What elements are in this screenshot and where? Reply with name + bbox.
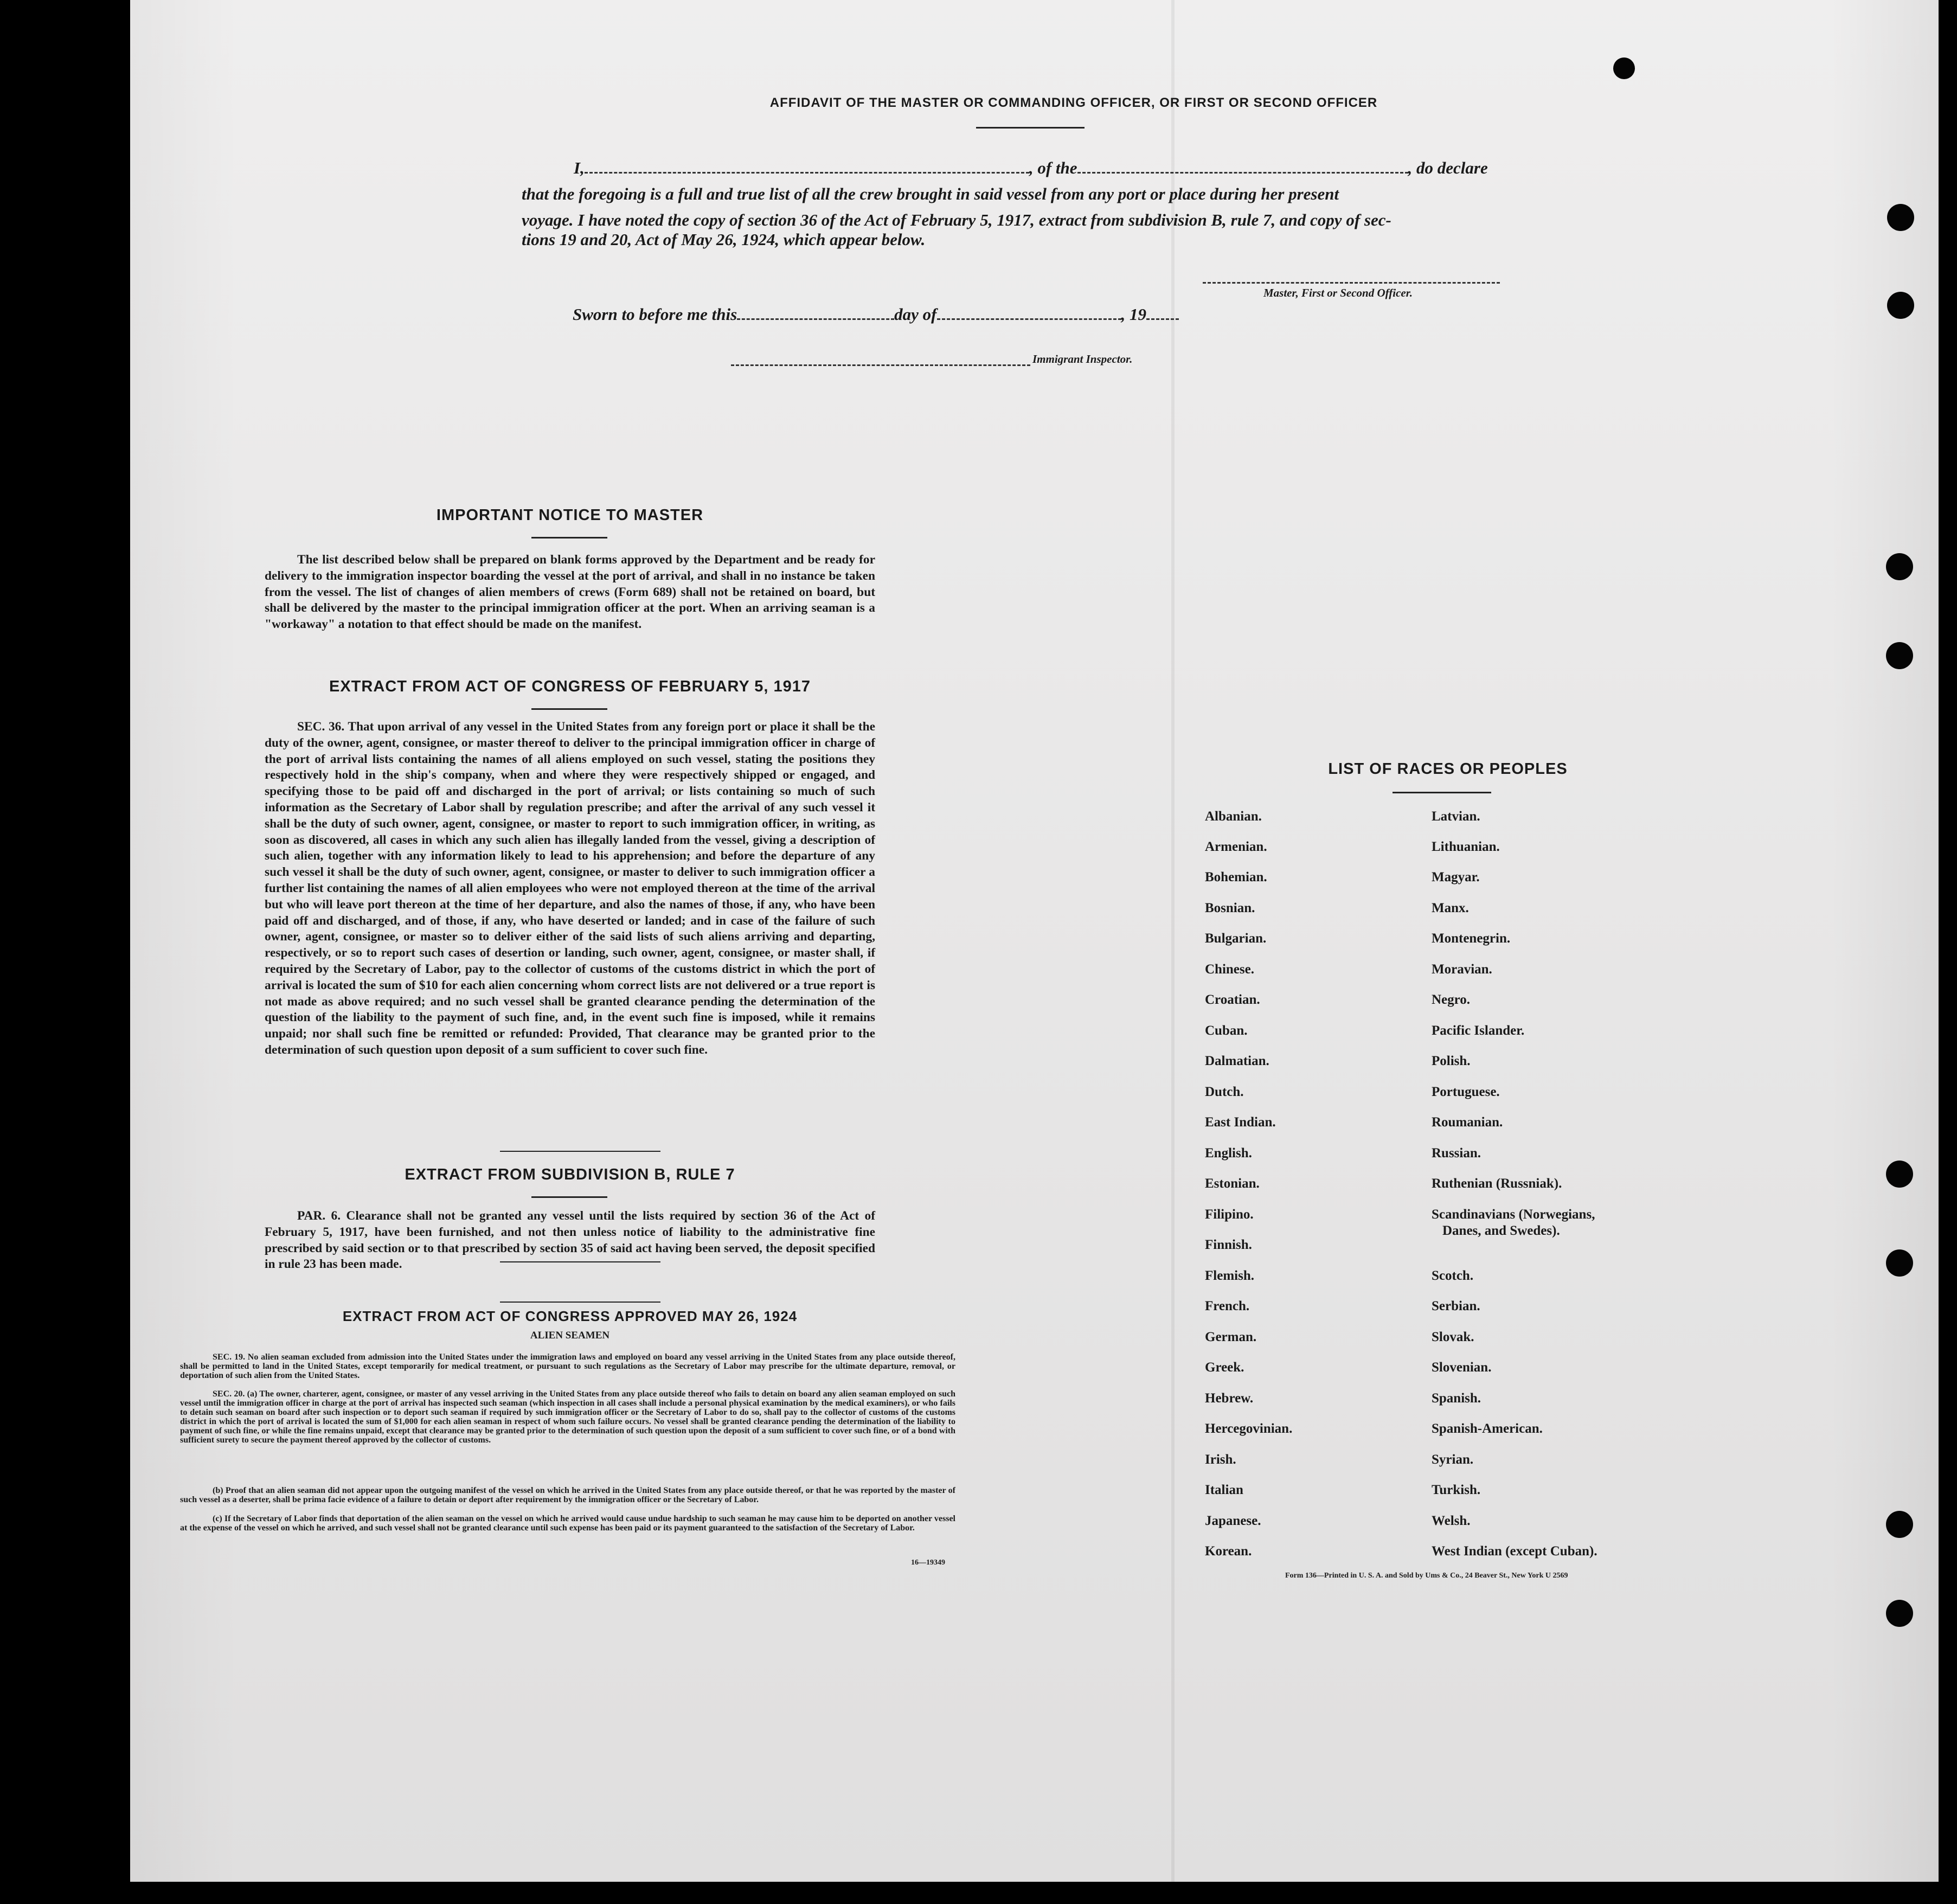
- signature-label: Master, First or Second Officer.: [1263, 286, 1413, 299]
- vessel-blank[interactable]: [1077, 172, 1408, 174]
- affidavit-line-3: voyage. I have noted the copy of section 36 of the Act of February 5, 1917, extract from subdivision B, rule 7, and copy of sec-: [522, 210, 1391, 229]
- race-right-item: Welsh.: [1432, 1514, 1471, 1528]
- sworn-year-blank[interactable]: [1146, 318, 1179, 320]
- sworn-line: [573, 302, 1179, 328]
- race-right-item: Negro.: [1432, 992, 1471, 1007]
- extract-1924-code: 16—19349: [911, 1559, 945, 1567]
- extract-1924-sec20c: (c) If the Secretary of Labor finds that deportation of the alien seaman on the vessel on which he arrived would cause undue hardship to such seaman he may cause him to be deported on another vessel at the expense of the vessel on which he arrived, and such vessel shall not be granted clearance until such expense has been paid or its payment guaranteed to the satisfaction of the Secretary of Labor.: [180, 1514, 955, 1533]
- sworn-day-blank[interactable]: [737, 318, 894, 320]
- race-right-item: Danes, and Swedes).: [1442, 1223, 1560, 1238]
- punch-hole: [1886, 1511, 1913, 1538]
- race-left-item: Korean.: [1205, 1544, 1252, 1559]
- race-right-item: Magyar.: [1432, 870, 1480, 884]
- extract-1924-subtitle: ALIEN SEAMEN: [530, 1330, 610, 1341]
- punch-hole: [1886, 1249, 1913, 1277]
- race-right-item: West Indian (except Cuban).: [1432, 1544, 1597, 1559]
- punch-hole: [1886, 642, 1913, 669]
- race-left-item: English.: [1205, 1146, 1252, 1161]
- extract-1924-title: EXTRACT FROM ACT OF CONGRESS APPROVED MAY 26, 1924: [342, 1308, 798, 1324]
- sworn-year: , 19: [1121, 305, 1146, 324]
- notice-title-rule: [531, 537, 607, 538]
- inspector-blank[interactable]: [731, 364, 1030, 366]
- punch-hole: [1886, 1600, 1913, 1627]
- race-right-item: Turkish.: [1432, 1483, 1481, 1497]
- punch-hole: [1887, 204, 1914, 231]
- race-left-item: Bohemian.: [1205, 870, 1267, 884]
- race-right-item: Russian.: [1432, 1146, 1481, 1161]
- inspector-label: Immigrant Inspector.: [1032, 352, 1133, 366]
- race-right-item: Slovak.: [1432, 1330, 1474, 1344]
- race-left-item: Croatian.: [1205, 992, 1260, 1007]
- affidavit-declare: , do declare: [1408, 158, 1488, 177]
- extract-1917-rule: [531, 708, 607, 710]
- extract-rule7-rule: [531, 1196, 607, 1198]
- race-left-item: Dalmatian.: [1205, 1054, 1269, 1068]
- race-right-item: Syrian.: [1432, 1452, 1474, 1467]
- punch-hole: [1887, 292, 1914, 319]
- race-left-item: Greek.: [1205, 1360, 1244, 1375]
- affidavit-of-the: , of the: [1029, 158, 1077, 177]
- affidavit-title-rule: [976, 127, 1085, 129]
- race-right-item: Moravian.: [1432, 962, 1492, 977]
- notice-title: IMPORTANT NOTICE TO MASTER: [436, 507, 704, 524]
- races-title-rule: [1393, 792, 1491, 793]
- affidavit-i: I,: [574, 158, 585, 177]
- race-left-item: Italian: [1205, 1483, 1243, 1497]
- extract-rule7-end-rule: [500, 1261, 660, 1262]
- page-fold: [1171, 0, 1175, 1882]
- race-left-item: Dutch.: [1205, 1085, 1244, 1099]
- extract-1917-end-rule: [500, 1151, 660, 1152]
- extract-1924-sec20a: SEC. 20. (a) The owner, charterer, agent, consignee, or master of any vessel arriving in the United States from any place outside thereof who fails to detain on board any alien seaman employed on such vessel until the immigration officer in charge at the port of arrival has inspected such seaman (which inspection in all cases shall include a personal physical examination by the medical examiners), or who fails to detain such seaman on board after such inspection or to deport such seaman if required by such immigration officer or the Secretary of Labor to do so, shall pay to the collector of customs of the customs district in which the port of arrival is located the sum of $1,000 for each alien seaman in respect of whom such failure occurs. No vessel shall be granted clearance pending the determination of the liability to payment of such fine, or while the fine remains unpaid, except that clearance may be granted prior to the determination of such question upon the deposit of a sum sufficient to cover such fine, or of a bond with sufficient surety to secure the payment thereof approved by the collector of customs.: [180, 1389, 955, 1445]
- race-right-item: Spanish.: [1432, 1391, 1481, 1406]
- race-right-item: Slovenian.: [1432, 1360, 1492, 1375]
- notice-body: The list described below shall be prepared on blank forms approved by the Department and be ready for delivery to the immigration inspector boarding the vessel at the port of arrival, and shall in no instance be taken from the vessel. The list of changes of alien members of crews (Form 689) shall not be retained on board, but shall be delivered by the master to the principal immigration officer at the port. When an arriving seaman is a "workaway" a notation to that effect should be made on the manifest.: [265, 553, 875, 632]
- extract-1924-sec19: SEC. 19. No alien seaman excluded from admission into the United States under the immigration laws and employed on board any vessel arriving in the United States from any place outside thereof, shall be permitted to land in the United States, except temporarily for medical treatment, or pursuant to such regulations as the Secretary of Labor may prescribe for the ultimate departure, removal, or deportation of such alien from the United States.: [180, 1352, 955, 1380]
- race-left-item: Bulgarian.: [1205, 931, 1267, 946]
- punch-hole: [1886, 1161, 1913, 1188]
- race-right-item: Serbian.: [1432, 1299, 1480, 1313]
- race-left-item: Irish.: [1205, 1452, 1236, 1467]
- name-blank[interactable]: [585, 172, 1029, 174]
- extract-1917-title: EXTRACT FROM ACT OF CONGRESS OF FEBRUARY 5, 1917: [329, 678, 811, 695]
- punch-hole: [1886, 553, 1913, 580]
- race-left-item: Armenian.: [1205, 839, 1267, 854]
- affidavit-line-2: that the foregoing is a full and true list of all the crew brought in said vessel from any port or place during her present: [522, 184, 1339, 203]
- race-left-item: Cuban.: [1205, 1023, 1248, 1038]
- sworn-month-blank[interactable]: [937, 318, 1121, 320]
- extract-rule7-title: EXTRACT FROM SUBDIVISION B, RULE 7: [405, 1166, 735, 1183]
- race-right-item: Latvian.: [1432, 809, 1480, 824]
- affidavit-declaration-line: [574, 155, 1488, 181]
- affidavit-title: AFFIDAVIT OF THE MASTER OR COMMANDING OFFICER, OR FIRST OR SECOND OFFICER: [769, 95, 1378, 110]
- race-right-item: Montenegrin.: [1432, 931, 1511, 946]
- extract-1924-rule: [500, 1302, 660, 1303]
- sworn-day-of: day of: [894, 305, 937, 324]
- race-left-item: Estonian.: [1205, 1176, 1260, 1191]
- extract-rule7-body: PAR. 6. Clearance shall not be granted any vessel until the lists required by section 36 of the Act of February 5, 1917, have been furnished, and not then unless notice of liability to the administrative fine prescribed by said section or to that prescribed by section 35 of said act having been served, the deposit specified in rule 23 has been made.: [265, 1209, 875, 1272]
- race-left-item: German.: [1205, 1330, 1257, 1344]
- form-footer: Form 136—Printed in U. S. A. and Sold by Ums & Co., 24 Beaver St., New York U 2569: [1285, 1572, 1568, 1580]
- punch-hole: [1613, 57, 1635, 79]
- extract-1917-body: SEC. 36. That upon arrival of any vessel in the United States from any foreign port or place it shall be the duty of the owner, agent, consignee, or master thereof to deliver to the principal immigration officer in charge of the port of arrival lists containing the names of all aliens employed on such vessel, stating the positions they respectively hold in the ship's company, when and where they were respectively shipped or engaged, and specifying those to be paid off and discharged in the port of arrival; or lists containing so much of such information as the Secretary of Labor shall by regulation prescribe; and after the arrival of any such vessel it shall be the duty of such owner, agent, consignee, or master to report to such immigration officer, in writing, as soon as discovered, all cases in which any such alien has illegally landed from the vessel, giving a description of such alien, together with any information likely to lead to his apprehension; and before the departure of any such vessel it shall be the duty of such owner, agent, consignee, or master to deliver to such immigration officer a further list containing the names of all alien employees who were not employed thereon at the time of the arrival but who will leave port thereon at the time of her departure, and also the names of those, if any, who have been paid off and discharged, and of those, if any, who have deserted or landed; and in case of the failure of such owner, agent, consignee, or master so to deliver either of the said lists of such aliens arriving and departing, respectively, or so to report such cases of desertion or landing, such owner, agent, consignee, or master shall, if required by the Secretary of Labor, pay to the collector of customs of the customs district in which the port of arrival is located the sum of $10 for each alien concerning whom correct lists are not delivered or a true report is not made as above required; and no such vessel shall be granted clearance pending the determination of the question of the liability to the payment of such fine, and, in the event such fine is imposed, while it remains unpaid; nor shall such fine be remitted or refunded: Provided, That clearance may be granted prior to the determination of such question upon deposit of a sum sufficient to cover such fine.: [265, 720, 875, 1057]
- race-left-item: Albanian.: [1205, 809, 1262, 824]
- extract-1924-sec20b: (b) Proof that an alien seaman did not appear upon the outgoing manifest of the vessel on which he arrived in the United States from any place outside thereof, or that he was reported by the master of such vessel as a deserter, shall be prima facie evidence of a failure to detain or deport after requirement by the immigration officer or the Secretary of Labor.: [180, 1486, 955, 1504]
- race-right-item: Polish.: [1432, 1054, 1471, 1068]
- race-right-item: Roumanian.: [1432, 1115, 1503, 1130]
- race-right-item: Ruthenian (Russniak).: [1432, 1176, 1562, 1191]
- race-left-item: Finnish.: [1205, 1238, 1252, 1252]
- race-left-item: East Indian.: [1205, 1115, 1276, 1130]
- race-left-item: Filipino.: [1205, 1207, 1254, 1222]
- races-title: LIST OF RACES OR PEOPLES: [1328, 760, 1568, 778]
- race-right-item: Pacific Islander.: [1432, 1023, 1525, 1038]
- race-left-item: Japanese.: [1205, 1514, 1261, 1528]
- race-left-item: Hebrew.: [1205, 1391, 1254, 1406]
- race-right-item: Scotch.: [1432, 1268, 1474, 1283]
- sworn-prefix: Sworn to before me this: [573, 305, 737, 324]
- race-left-item: Chinese.: [1205, 962, 1254, 977]
- race-right-item: Scandinavians (Norwegians,: [1432, 1207, 1595, 1222]
- race-right-item: Manx.: [1432, 901, 1469, 915]
- race-left-item: Flemish.: [1205, 1268, 1254, 1283]
- race-right-item: Lithuanian.: [1432, 839, 1500, 854]
- race-left-item: Hercegovinian.: [1205, 1421, 1293, 1436]
- race-right-item: Portuguese.: [1432, 1085, 1500, 1099]
- race-left-item: Bosnian.: [1205, 901, 1255, 915]
- signature-blank[interactable]: [1203, 282, 1500, 284]
- race-right-item: Spanish-American.: [1432, 1421, 1543, 1436]
- race-left-item: French.: [1205, 1299, 1250, 1313]
- affidavit-line-4: tions 19 and 20, Act of May 26, 1924, which appear below.: [522, 230, 926, 249]
